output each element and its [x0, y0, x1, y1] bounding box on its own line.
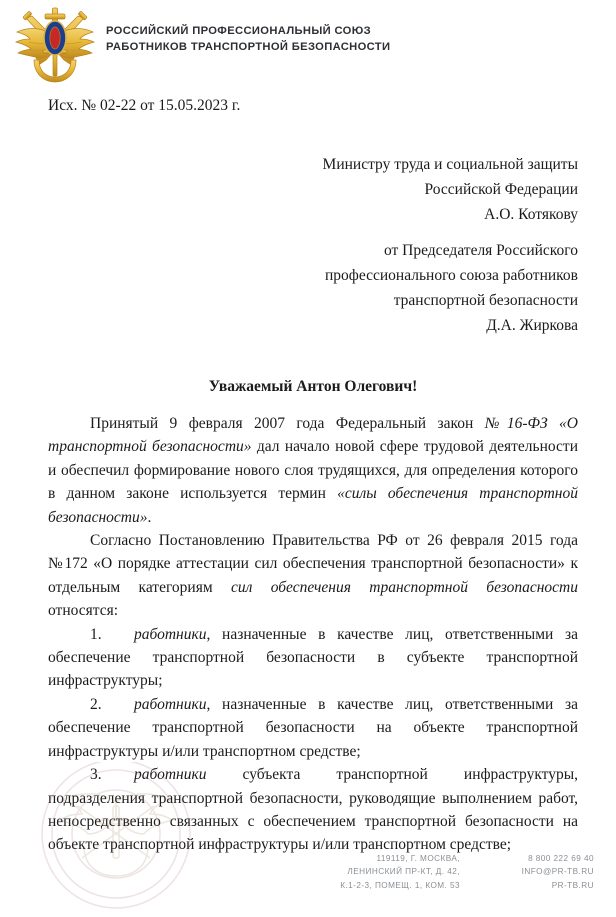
recipient-line-2: Российской Федерации [424, 181, 578, 198]
p2-part2: относятся: [48, 602, 119, 620]
p1-part3: . [147, 508, 152, 526]
footer-phone[interactable]: 8 800 222 69 40 [528, 854, 594, 863]
sender-line-3: транспортной безопасности [393, 292, 578, 309]
organization-emblem-icon [12, 6, 98, 86]
outgoing-reference-number: Исх. № 02-22 от 15.05.2023 г. [48, 97, 241, 114]
organization-name-line1: РОССИЙСКИЙ ПРОФЕССИОНАЛЬНЫЙ СОЮЗ [106, 25, 371, 37]
letterhead [0, 0, 616, 92]
recipient-line-1: Министру труда и социальной защиты [322, 156, 578, 173]
sender-line-2: профессионального союза работников [325, 267, 578, 284]
footer-contacts [476, 852, 594, 892]
sender-name: Д.А. Жиркова [486, 317, 578, 334]
list-item-text: субъекта транспортной инфраструктуры, подразделения транспортной безопасности, руководящие выполнением работ, непосредственно связанных с обеспечением транспортной безопасности на объекте транспортной инфраструктуры и/или транспортном средстве; [48, 766, 578, 854]
list-item [48, 763, 578, 857]
p1-italic-law-title: №16-ФЗ «О транспортной безопасности» [48, 415, 578, 456]
organization-name-line2: РАБОТНИКОВ ТРАНСПОРТНОЙ БЕЗОПАСНОСТИ [106, 40, 391, 53]
list-item-text: , назначенные в качестве лиц, ответственными за обеспечение транспортной безопасности на объекте транспортной инфраструктуры и/или транспортном средстве; [48, 695, 578, 760]
footer-website[interactable]: PR-TB.RU [551, 880, 594, 890]
body-paragraph-1 [48, 412, 578, 529]
p1-part1: Принятый 9 февраля 2007 года Федеральный закон [90, 415, 485, 432]
p2-part1: Согласно Постановлению Правительства РФ от 26 февраля 2015 года №172 «О порядке аттестации сил обеспечения транспортной безопасности» к отдельным категориям [48, 532, 578, 596]
list-item-number: 3. [90, 766, 102, 784]
recipient-name: А.О. Котякову [484, 206, 578, 223]
sender-line-1: от Председателя Российского [383, 242, 578, 259]
footer-address-line-3: К.1-2-3, ПОМЕЩ. 1, КОМ. 53 [340, 880, 460, 890]
list-item [48, 693, 578, 763]
list-item-text: , назначенные в качестве лиц, ответственными за обеспечение транспортной безопасности в субъекте транспортной инфраструктуры; [48, 625, 578, 690]
organization-name [106, 24, 506, 55]
list-item-italic: работники [134, 625, 207, 643]
list-item-number: 2. [90, 695, 102, 713]
p1-part2: дал начало новой сфере трудовой деятельности и обеспечил формирование нового слоя трудящихся, для определения которого в данном законе используется термин [48, 438, 578, 503]
list-item-italic: работники [134, 766, 207, 784]
footer-address [300, 852, 460, 892]
footer-email[interactable]: INFO@PR-TB.RU [521, 867, 594, 877]
list-item-italic: работники [134, 695, 207, 713]
list-item-number: 1. [90, 625, 102, 643]
addressee-recipient [278, 152, 578, 227]
list-item [48, 623, 578, 693]
p2-italic-term: сил обеспечения транспортной безопасности [230, 578, 578, 596]
addressee-sender [278, 238, 578, 338]
footer-address-line-1: 119119, Г. МОСКВА, [376, 854, 460, 863]
p1-italic-term: «силы обеспечения транспортной безопасности» [48, 485, 578, 526]
footer-address-line-2: ЛЕНИНСКИЙ ПР-КТ, Д. 42, [347, 867, 460, 877]
letter-body [48, 412, 578, 857]
salutation: Уважаемый Антон Олегович! [208, 378, 418, 395]
footer [0, 848, 616, 912]
body-paragraph-2 [48, 529, 578, 623]
